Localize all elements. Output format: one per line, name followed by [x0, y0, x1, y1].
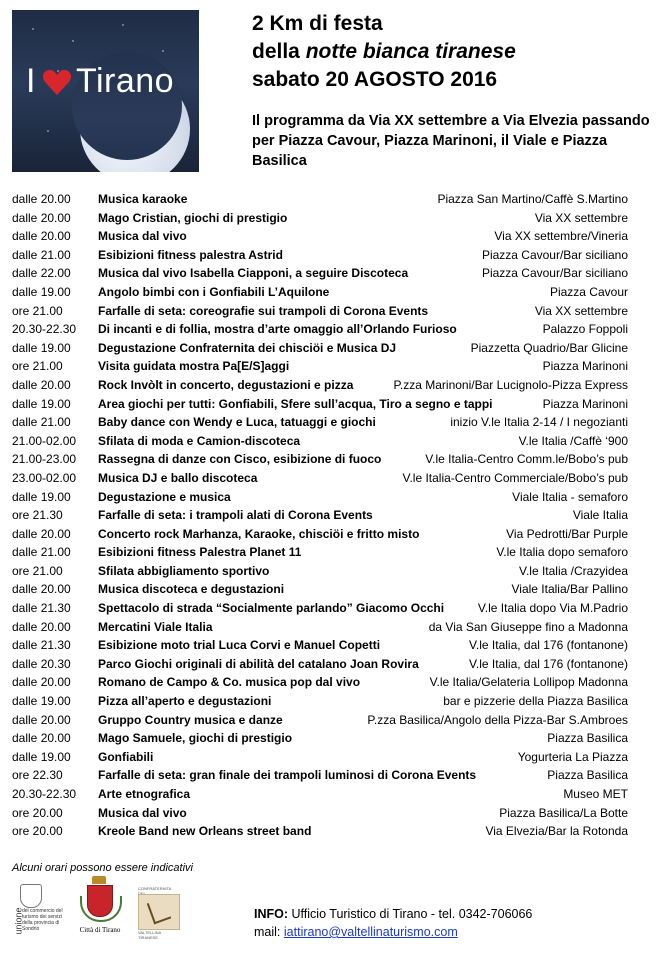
schedule-place: Via Pedrotti/Bar Purple — [506, 526, 628, 541]
schedule-event: Pizza all’aperto e degustazioni — [98, 694, 272, 709]
schedule-row — [12, 246, 628, 265]
schedule-row — [12, 432, 628, 451]
schedule-event: Mago Cristian, giochi di prestigio — [98, 210, 288, 225]
logo-brand — [26, 62, 174, 101]
schedule-time: dalle 19.00 — [12, 694, 71, 709]
schedule-event: Musica karaoke — [98, 192, 188, 206]
schedule-place: Piazza Cavour/Bar siciliano — [481, 266, 628, 281]
schedule-place: Viale Italia - semaforo — [512, 489, 628, 504]
schedule-place: Via XX settembre — [534, 303, 628, 318]
schedule-row — [12, 302, 628, 321]
schedule-event: Sfilata abbigliamento sportivo — [98, 563, 270, 578]
program-subtitle: Il programma da Via XX settembre a Via Elvezia passando per Piazza Cavour, Piazza Marinoni, il Viale e Piazza Basilica — [252, 113, 650, 169]
schedule-place: Piazza San Martino/Caffè S.Martino — [437, 192, 628, 206]
schedule-place: V.le Italia-Centro Comm.le/Bobo’s pub — [425, 452, 628, 467]
schedule-row — [12, 711, 628, 730]
schedule-row — [12, 339, 628, 358]
schedule-event: Degustazione e musica — [98, 489, 231, 504]
schedule-time: dalle 20.00 — [12, 526, 71, 541]
schedule-time: dalle 20.00 — [12, 675, 71, 690]
schedule-row — [12, 618, 628, 637]
citta-label: Città di Tirano — [79, 926, 121, 934]
schedule-event: Musica dal vivo — [98, 805, 187, 820]
schedule-event: Spettacolo di strada “Socialmente parlando” Giacomo Occhi — [98, 601, 445, 616]
schedule-event: Gruppo Country musica e danze — [98, 712, 283, 727]
schedule-row — [12, 729, 628, 748]
schedule-row — [12, 488, 628, 507]
schedule-time: dalle 21.30 — [12, 601, 71, 616]
schedule-time: dalle 19.00 — [12, 340, 71, 355]
schedule-time: 21.00-23.00 — [12, 452, 77, 467]
schedule-place: V.le Italia dopo semaforo — [496, 545, 628, 560]
confraternita-bottom-text: VALTELLINA TIRANESE — [138, 930, 161, 940]
schedule-time: dalle 20.00 — [12, 731, 71, 746]
schedule-place: Piazza Cavour — [549, 284, 628, 299]
unione-word: unione — [13, 907, 24, 935]
schedule-time: dalle 21.00 — [12, 415, 71, 430]
schedule-place: Piazza Cavour/Bar siciliano — [481, 247, 628, 262]
schedule-event: Parco Giochi originali di abilità del catalano Joan Rovira — [98, 656, 419, 671]
mail-link[interactable]: iattirano@valtellinaturismo.com — [283, 925, 458, 939]
schedule-row — [12, 748, 628, 767]
star-dot — [72, 40, 74, 42]
schedule-row — [12, 450, 628, 469]
schedule-row — [12, 320, 628, 339]
schedule-time: dalle 21.00 — [12, 247, 71, 262]
schedule-place: P.zza Basilica/Angolo della Pizza-Bar S.Ambroes — [367, 712, 628, 727]
title-line-2-emphasis: notte bianca tiranese — [305, 40, 516, 63]
star-dot — [122, 24, 124, 26]
schedule-time: dalle 22.00 — [12, 266, 71, 281]
schedule-time: dalle 20.00 — [12, 582, 71, 597]
unione-emblem-icon — [20, 884, 42, 908]
schedule-time: dalle 20.00 — [12, 712, 71, 727]
info-block — [254, 905, 532, 941]
crown-icon — [92, 876, 106, 884]
mail-line — [254, 923, 532, 941]
schedule-place: V.le Italia /Crazyidea — [519, 563, 628, 578]
schedule-row — [12, 264, 628, 283]
schedule-row — [12, 395, 628, 414]
schedule-place: Palazzo Foppoli — [542, 322, 628, 337]
schedule-time: dalle 19.00 — [12, 749, 71, 764]
schedule-event: Esibizioni fitness palestra Astrid — [98, 247, 283, 262]
schedule-row — [12, 655, 628, 674]
schedule-row — [12, 766, 628, 785]
schedule-row — [12, 580, 628, 599]
schedule-place: Museo MET — [563, 787, 628, 801]
schedule-row — [12, 543, 628, 562]
schedule-row — [12, 525, 628, 544]
schedule-time: dalle 21.30 — [12, 638, 71, 653]
schedule-event: Musica DJ e ballo discoteca — [98, 470, 258, 485]
schedule-place: Piazza Basilica — [547, 768, 628, 783]
confraternita-top-text: CONFRATERNITA — [138, 886, 172, 891]
schedule-row — [12, 785, 628, 804]
schedule-row — [12, 506, 628, 525]
schedule-place: Via XX settembre/Vineria — [494, 229, 628, 244]
schedule-row — [12, 376, 628, 395]
i-love-tirano-logo — [12, 10, 199, 172]
schedule-row — [12, 209, 628, 228]
schedule-place: Via Elvezia/Bar la Rotonda — [485, 824, 628, 839]
schedule-time: ore 21.00 — [12, 359, 63, 374]
schedule-place: da Via San Giuseppe fino a Madonna — [428, 619, 628, 634]
schedule-event: Rassegna di danze con Cisco, esibizione di fuoco — [98, 452, 382, 467]
schedule-place: V.le Italia, dal 176 (fontanone) — [468, 638, 628, 653]
schedule-time: ore 21.00 — [12, 563, 63, 578]
schedule-time: dalle 19.00 — [12, 284, 71, 299]
schedule-time: dalle 20.00 — [12, 229, 71, 244]
schedule-time: dalle 20.00 — [12, 210, 71, 225]
info-text: Ufficio Turistico di Tirano - tel. 0342-706066 — [291, 907, 533, 921]
schedule-row — [12, 599, 628, 618]
shield-icon — [87, 885, 113, 917]
schedule-row — [12, 804, 628, 823]
schedule-place: V.le Italia-Centro Commerciale/Bobo’s pub — [402, 470, 628, 485]
schedule-time: dalle 20.00 — [12, 377, 71, 392]
timing-note: Alcuni orari possono essere indicativi — [12, 862, 193, 874]
schedule-event: Baby dance con Wendy e Luca, tatuaggi e giochi — [98, 415, 376, 430]
schedule-event: Mago Samuele, giochi di prestigio — [98, 731, 293, 746]
info-line — [254, 905, 532, 923]
schedule-place: Via XX settembre — [534, 210, 628, 225]
logo-brand-name: Tirano — [75, 62, 175, 100]
schedule-row — [12, 562, 628, 581]
schedule-event: Esibizione moto trial Luca Corvi e Manuel Copetti — [98, 638, 381, 653]
schedule-event: Concerto rock Marhanza, Karaoke, chisciöi e fritto misto — [98, 526, 420, 541]
schedule-event: Farfalle di seta: i trampoli alati di Corona Events — [98, 508, 373, 523]
schedule-event: Angolo bimbi con i Gonfiabili L’Aquilone — [98, 284, 330, 299]
schedule-time: dalle 21.00 — [12, 545, 71, 560]
schedule-time: 21.00-02.00 — [12, 433, 77, 448]
schedule-time: dalle 20.00 — [12, 619, 71, 634]
schedule-event: Visita guidata mostra Pa[E/S]aggi — [98, 359, 290, 374]
title-line-1: 2 Km di festa — [252, 12, 383, 35]
schedule-time: dalle 19.00 — [12, 489, 71, 504]
schedule-time: ore 20.00 — [12, 824, 63, 839]
schedule-row — [12, 227, 628, 246]
schedule-event: Musica discoteca e degustazioni — [98, 582, 285, 597]
schedule-event: Degustazione Confraternita dei chisciöi e Musica DJ — [98, 340, 397, 355]
schedule-row — [12, 190, 628, 209]
schedule-event: Farfalle di seta: gran finale dei trampoli luminosi di Corona Events — [98, 768, 477, 783]
schedule-time: dalle 20.00 — [12, 192, 71, 206]
title-line-2-prefix: della — [252, 40, 306, 63]
schedule-place: Viale Italia — [572, 508, 628, 523]
schedule-time: ore 22.30 — [12, 768, 63, 783]
unione-lines: del commercio del turismo dei servizi della provincia di Sondrio — [22, 908, 63, 932]
schedule-time: ore 21.30 — [12, 508, 63, 523]
logo-i: I — [26, 62, 36, 100]
schedule-place: Piazzetta Quadrio/Bar Glicine — [470, 340, 628, 355]
schedule-event: Musica dal vivo Isabella Ciapponi, a seguire Discoteca — [98, 266, 409, 281]
schedule-event: Arte etnografica — [98, 787, 191, 801]
schedule-time: dalle 20.30 — [12, 656, 71, 671]
citta-di-tirano-logo — [76, 876, 124, 946]
schedule-place: P.zza Marinoni/Bar Lucignolo-Pizza Express — [393, 377, 628, 392]
schedule-row — [12, 673, 628, 692]
schedule-row — [12, 822, 628, 841]
schedule-time: dalle 19.00 — [12, 396, 71, 411]
unione-commercio-logo — [12, 884, 64, 954]
heart-icon — [42, 68, 72, 96]
schedule-place: bar e pizzerie della Piazza Basilica — [443, 694, 628, 709]
confraternita-logo — [138, 886, 178, 938]
schedule-list — [12, 190, 628, 841]
event-title — [252, 10, 516, 94]
star-dot — [32, 28, 34, 30]
info-label: INFO: — [254, 907, 289, 921]
schedule-row — [12, 413, 628, 432]
schedule-time: ore 21.00 — [12, 303, 63, 318]
star-dot — [47, 130, 49, 132]
schedule-place: V.le Italia /Caffè ‘900 — [518, 433, 628, 448]
schedule-place: V.le Italia, dal 176 (fontanone) — [468, 656, 628, 671]
schedule-time: 20.30-22.30 — [12, 787, 77, 801]
title-line-2 — [252, 38, 516, 66]
schedule-event: Mercatini Viale Italia — [98, 619, 213, 634]
schedule-place: Yogurteria La Piazza — [517, 749, 628, 764]
schedule-event: Gonfiabili — [98, 749, 154, 764]
schedule-place: V.le Italia dopo Via M.Padrio — [477, 601, 628, 616]
schedule-row — [12, 636, 628, 655]
schedule-place: inizio V.le Italia 2-14 / I negozianti — [450, 415, 628, 430]
schedule-place: Piazza Marinoni — [542, 359, 628, 374]
schedule-event: Musica dal vivo — [98, 229, 187, 244]
schedule-event: Rock Invòlt in concerto, degustazioni e pizza — [98, 377, 354, 392]
schedule-event: Esibizioni fitness Palestra Planet 11 — [98, 545, 302, 560]
schedule-time: ore 20.00 — [12, 805, 63, 820]
schedule-row — [12, 283, 628, 302]
mail-label: mail: — [254, 925, 281, 939]
schedule-place: Viale Italia/Bar Pallino — [511, 582, 628, 597]
star-dot — [162, 50, 164, 52]
schedule-place: Piazza Marinoni — [542, 396, 628, 411]
schedule-time: 23.00-02.00 — [12, 470, 77, 485]
schedule-row — [12, 357, 628, 376]
schedule-event: Kreole Band new Orleans street band — [98, 824, 312, 839]
schedule-place: Piazza Basilica/La Botte — [499, 805, 628, 820]
title-line-3: sabato 20 AGOSTO 2016 — [252, 68, 498, 91]
schedule-place: V.le Italia/Gelateria Lollipop Madonna — [429, 675, 628, 690]
schedule-event: Di incanti e di follia, mostra d’arte omaggio all’Orlando Furioso — [98, 322, 457, 337]
schedule-time: 20.30-22.30 — [12, 322, 77, 337]
schedule-place: Piazza Basilica — [547, 731, 628, 746]
schedule-event: Romano de Campo & Co. musica pop dal vivo — [98, 675, 361, 690]
schedule-row — [12, 692, 628, 711]
schedule-event: Farfalle di seta: coreografie sui trampoli di Corona Events — [98, 303, 429, 318]
schedule-event: Area giochi per tutti: Gonfiabili, Sfere sull’acqua, Tiro a segno e tappi — [98, 396, 493, 411]
schedule-row — [12, 469, 628, 488]
schedule-event: Sfilata di moda e Camion-discoteca — [98, 433, 301, 448]
